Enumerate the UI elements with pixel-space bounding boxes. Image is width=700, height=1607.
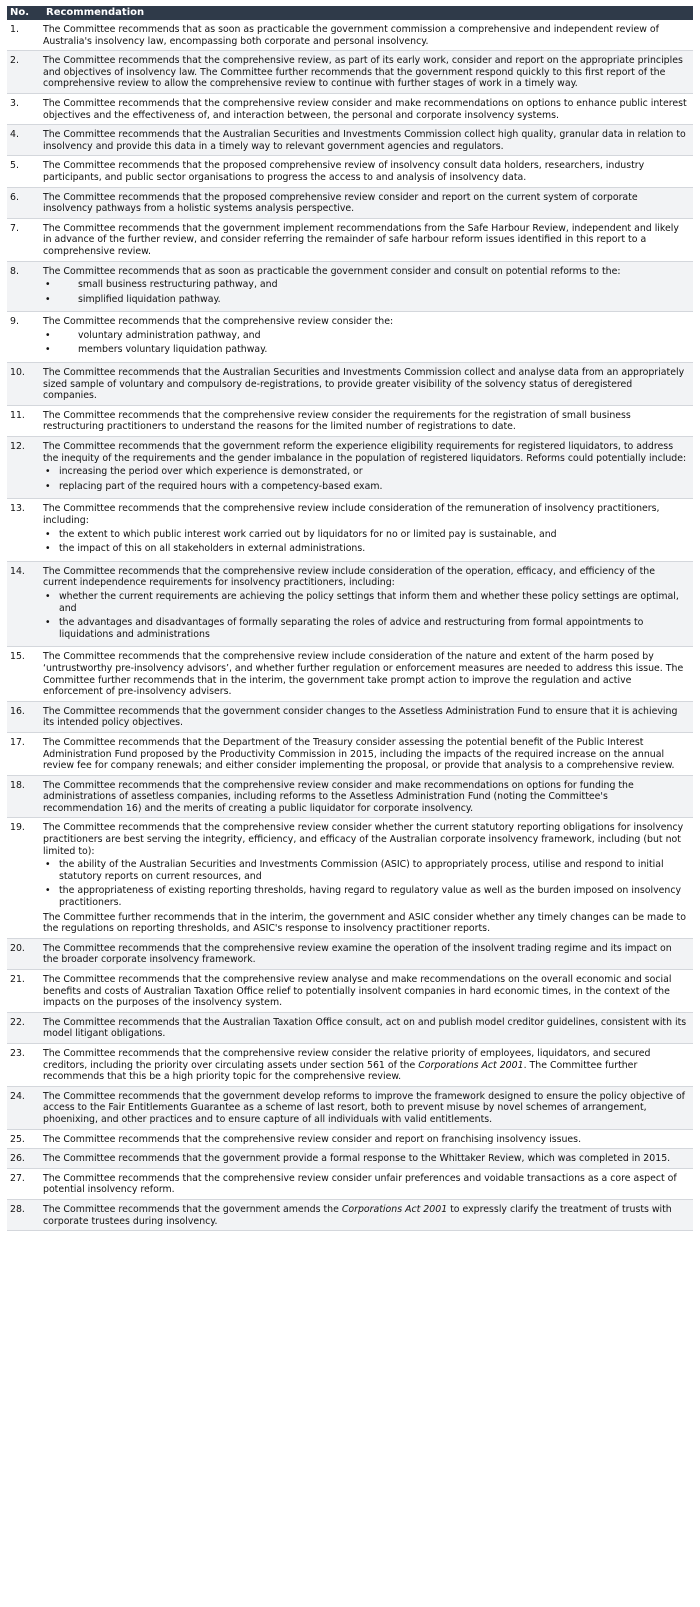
table-row xyxy=(7,94,693,125)
row-number: 8. xyxy=(10,265,19,277)
bullet-item: • members voluntary liquidation pathway. xyxy=(43,344,689,356)
row-number: 2. xyxy=(10,55,19,67)
row-number: 25. xyxy=(10,1133,25,1145)
table-row xyxy=(7,312,693,363)
row-number: 7. xyxy=(10,222,19,234)
recommendation-text: The Committee recommends that the comprehensive review analyse and make recommendations on the overall economic and social benefits and costs of Australian Taxation Office relief to potentially insolvent companies in hard economic times, in the context of the impacts on the purposes of the insolvency system. xyxy=(43,974,672,1009)
row-number: 3. xyxy=(10,97,19,109)
table-row xyxy=(7,1169,693,1200)
row-recommendation xyxy=(39,1091,693,1126)
recommendation-text: The Committee recommends that the comprehensive review, as part of its early work, consider and report on the appropriate principles and objectives of insolvency law. The Committee further recommends that the government respond quickly to this first report of the comprehensive review to allow the comprehensive review to continue with further stages of work in a timely way. xyxy=(43,55,683,90)
row-recommendation xyxy=(39,1204,693,1227)
table-row xyxy=(7,51,693,94)
recommendation-text: The Committee recommends that the comprehensive review include consideration of the operation, efficacy, and efficiency of the current independence requirements for insolvency practitioners, including: xyxy=(43,565,655,589)
table-row xyxy=(7,562,693,648)
recommendation-text: The Committee recommends that as soon as practicable the government consider and consult on potential reforms to the: xyxy=(43,265,621,277)
bullet-item: • replacing part of the required hours with a competency-based exam. xyxy=(43,481,689,493)
recommendation-text: The Committee recommends that the comprehensive review consider the: xyxy=(43,316,394,328)
row-number: 14. xyxy=(10,565,25,577)
table-row xyxy=(7,970,693,1013)
row-recommendation xyxy=(39,737,693,772)
recommendation-text: The Committee recommends that the government amends the Corporations Act 2001 to expressly clarify the treatment of trusts with corporate trustees during insolvency. xyxy=(43,1203,672,1227)
row-recommendation xyxy=(39,1017,693,1040)
recommendation-text: The Committee recommends that the Australian Taxation Office consult, act on and publish model creditor guidelines, consistent with its model litigant obligations. xyxy=(43,1016,687,1040)
table-row xyxy=(7,702,693,733)
row-recommendation xyxy=(39,266,693,309)
row-recommendation xyxy=(39,566,693,644)
table-row xyxy=(7,20,693,51)
recommendation-text: The Committee recommends that as soon as practicable the government commission a comprehensive and independent review of Australia's insolvency law, encompassing both corporate and personal insolvency. xyxy=(43,24,659,47)
bullet-list xyxy=(43,330,689,356)
row-recommendation xyxy=(39,1048,693,1083)
table-header xyxy=(7,6,693,20)
bullet-item: • the appropriateness of existing reporting thresholds, having regard to regulatory value as well as the burden imposed on insolvency practitioners. xyxy=(43,885,689,908)
table-row xyxy=(7,499,693,561)
recommendation-text: The Committee recommends that the Australian Securities and Investments Commission collect high quality, granular data in relation to insolvency and provide this data in a timely way to relevant government agencies and regulators. xyxy=(43,129,686,152)
recommendation-followup-text: The Committee further recommends that in the interim, the government and ASIC consider whether any timely changes can be made to the regulations on reporting thresholds, and ASIC's response to insolvency practitioner reports. xyxy=(43,911,686,935)
recommendation-text: The Committee recommends that the comprehensive review consider and report on franchising insolvency issues. xyxy=(43,1133,582,1145)
recommendation-text: The Committee recommends that the proposed comprehensive review of insolvency consult data holders, researchers, industry participants, and public sector organisations to progress the access to and analysis of insolvency data. xyxy=(43,160,645,183)
table-row xyxy=(7,1013,693,1044)
row-number: 18. xyxy=(10,779,25,791)
row-number: 27. xyxy=(10,1172,25,1184)
row-recommendation xyxy=(39,98,693,121)
recommendation-text: The Committee recommends that the comprehensive review consider whether the current statutory reporting obligations for insolvency practitioners are best serving the integrity, efficiency, and efficacy of the Australian corporate insolvency framework, including (but not limited to): xyxy=(43,822,684,857)
table-row xyxy=(7,262,693,313)
row-number: 20. xyxy=(10,942,25,954)
row-number: 28. xyxy=(10,1203,25,1215)
row-recommendation xyxy=(39,503,693,557)
row-number: 16. xyxy=(10,705,25,717)
row-number: 21. xyxy=(10,974,25,985)
table-row xyxy=(7,125,693,156)
table-row xyxy=(7,156,693,187)
table-row xyxy=(7,647,693,701)
recommendation-text: The Committee recommends that the comprehensive review consider the requirements for the registration of small business restructuring practitioners to understand the reasons for the limited number of registrations to date. xyxy=(43,409,631,433)
table-row xyxy=(7,406,693,437)
table-row xyxy=(7,818,693,938)
bullet-list xyxy=(43,591,689,640)
bullet-item: • the impact of this on all stakeholders in external administrations. xyxy=(43,543,689,555)
recommendations-table xyxy=(7,6,693,1231)
table-row xyxy=(7,776,693,819)
row-recommendation xyxy=(39,367,693,402)
bullet-list xyxy=(43,466,689,492)
recommendation-text: The Committee recommends that the government provide a formal response to the Whittaker Review, which was completed in 2015. xyxy=(43,1153,671,1165)
recommendation-text: The Committee recommends that the government consider changes to the Assetless Administration Fund to ensure that it is achieving its intended policy objectives. xyxy=(43,705,678,729)
table-row xyxy=(7,1044,693,1087)
recommendation-text: The Committee recommends that the government reform the experience eligibility requirements for registered liquidators, to address the inequity of the requirements and the gender imbalance in the population of registered liquidators. Reforms could potentially include: xyxy=(43,441,687,464)
recommendation-text: The Committee recommends that the comprehensive review consider the relative priority of employees, liquidators, and secured creditors, including the priority over circulating assets under section 561 of the Corporations Act 2001. The Committee further recommends that this be a high priority topic for the comprehensive review. xyxy=(43,1047,651,1083)
recommendation-text: The Committee recommends that the comprehensive review consider unfair preferences and voidable transactions as a core aspect of potential insolvency reform. xyxy=(43,1172,677,1196)
row-number: 15. xyxy=(10,651,25,663)
recommendation-text: The Committee recommends that the comprehensive review consider and make recommendations on options to enhance public interest objectives and the effectiveness of, and interaction between, the personal and corporate insolvency systems. xyxy=(43,97,687,121)
row-number: 11. xyxy=(10,409,25,421)
row-number: 26. xyxy=(10,1153,25,1165)
row-recommendation xyxy=(39,822,693,934)
row-recommendation xyxy=(39,192,693,215)
table-row xyxy=(7,1130,693,1150)
row-recommendation xyxy=(39,1134,693,1146)
row-number: 19. xyxy=(10,822,25,834)
row-recommendation xyxy=(39,1173,693,1196)
row-number: 17. xyxy=(10,736,25,748)
recommendation-text: The Committee recommends that the government implement recommendations from the Safe Harbour Review, independent and likely in advance of the further review, and consider referring the remainder of safe harbour reform issues identified in this report to a comprehensive review. xyxy=(43,222,679,257)
row-recommendation xyxy=(39,943,693,966)
row-recommendation xyxy=(39,160,693,183)
row-recommendation xyxy=(39,651,693,697)
recommendation-text: The Committee recommends that the Australian Securities and Investments Commission collect and analyse data from an appropriately sized sample of voluntary and compulsory de-registrations, to provide greater visibility of the solvency status of deregistered companies. xyxy=(43,367,685,402)
header-no: No. xyxy=(10,7,30,18)
row-recommendation xyxy=(39,780,693,815)
row-number: 9. xyxy=(10,316,19,328)
recommendation-text: The Committee recommends that the comprehensive review examine the operation of the insolvent trading regime and its impact on the broader corporate insolvency framework. xyxy=(43,942,672,966)
table-row xyxy=(7,1087,693,1130)
recommendation-text: The Committee recommends that the proposed comprehensive review consider and report on the current system of corporate insolvency pathways from a holistic systems analysis perspective. xyxy=(43,191,638,215)
bullet-item: • voluntary administration pathway, and xyxy=(43,330,689,342)
table-row xyxy=(7,437,693,499)
table-row xyxy=(7,363,693,406)
table-row xyxy=(7,939,693,970)
row-number: 10. xyxy=(10,367,25,379)
row-recommendation xyxy=(39,55,693,90)
row-recommendation xyxy=(39,129,693,152)
row-recommendation xyxy=(39,706,693,729)
table-row xyxy=(7,219,693,262)
bullet-list xyxy=(43,859,689,908)
row-recommendation xyxy=(39,223,693,258)
row-recommendation xyxy=(39,24,693,47)
table-row xyxy=(7,1200,693,1231)
bullet-list xyxy=(43,529,689,555)
bullet-item: • increasing the period over which experience is demonstrated, or xyxy=(43,466,689,478)
table-row xyxy=(7,1149,693,1169)
bullet-list xyxy=(43,279,689,305)
row-recommendation xyxy=(39,441,693,495)
recommendation-text: The Committee recommends that the comprehensive review consider and make recommendations on options for funding the administrations of assetless companies, including reforms to the Assetless Administration Fund (noting the Committee's recommendation 16) and the merits of creating a public liquidator for corporate insolvency. xyxy=(43,779,634,814)
row-number: 4. xyxy=(10,129,19,141)
row-number: 13. xyxy=(10,503,25,515)
row-number: 6. xyxy=(10,191,19,203)
row-number: 1. xyxy=(10,24,19,35)
table-row xyxy=(7,188,693,219)
row-number: 23. xyxy=(10,1047,25,1059)
row-recommendation xyxy=(39,316,693,359)
row-number: 24. xyxy=(10,1090,25,1102)
table-body xyxy=(7,20,693,1231)
bullet-item: • whether the current requirements are achieving the policy settings that inform them and whether these policy settings are optimal, and xyxy=(43,591,689,614)
row-recommendation xyxy=(39,1153,693,1165)
table-row xyxy=(7,733,693,776)
recommendation-text: The Committee recommends that the comprehensive review include consideration of the remuneration of insolvency practitioners, including: xyxy=(43,503,660,526)
recommendation-text: The Committee recommends that the Department of the Treasury consider assessing the potential benefit of the Public Interest Administration Fund proposed by the Productivity Commission in 2015, including the impacts of the required increase on the annual review fee for company renewals; and either consider implementing the proposal, or provide that analysis to a comprehensive review. xyxy=(43,736,675,772)
bullet-item: • simplified liquidation pathway. xyxy=(43,294,689,306)
row-number: 12. xyxy=(10,441,25,453)
row-recommendation xyxy=(39,410,693,433)
row-number: 22. xyxy=(10,1016,25,1028)
row-recommendation xyxy=(39,974,693,1009)
bullet-item: • small business restructuring pathway, and xyxy=(43,279,689,291)
recommendation-text: The Committee recommends that the government develop reforms to improve the framework designed to ensure the policy objective of access to the Fair Entitlements Guarantee as a scheme of last resort, both to prevent misuse by novel schemes of arrangement, phoenixing, and other practices and to ensure capture of all individuals with valid entitlements. xyxy=(43,1090,685,1125)
bullet-item: • the advantages and disadvantages of formally separating the roles of advice and restructuring from formal appointments to liquidations and administrations xyxy=(43,617,689,640)
bullet-item: • the ability of the Australian Securities and Investments Commission (ASIC) to appropriately process, utilise and respond to initial statutory reports on current resources, and xyxy=(43,859,689,882)
header-recommendation: Recommendation xyxy=(46,7,145,18)
bullet-item: • the extent to which public interest work carried out by liquidators for no or limited pay is sustainable, and xyxy=(43,529,689,541)
row-number: 5. xyxy=(10,160,19,172)
recommendation-text: The Committee recommends that the comprehensive review include consideration of the nature and extent of the harm posed by ‘untrustworthy pre-insolvency advisors’, and whether further regulation or enforcement measures are needed to address this issue. The Committee further recommends that in the interim, the government take prompt action to improve the regulation and active enforcement of pre-insolvency advisers. xyxy=(43,651,684,698)
